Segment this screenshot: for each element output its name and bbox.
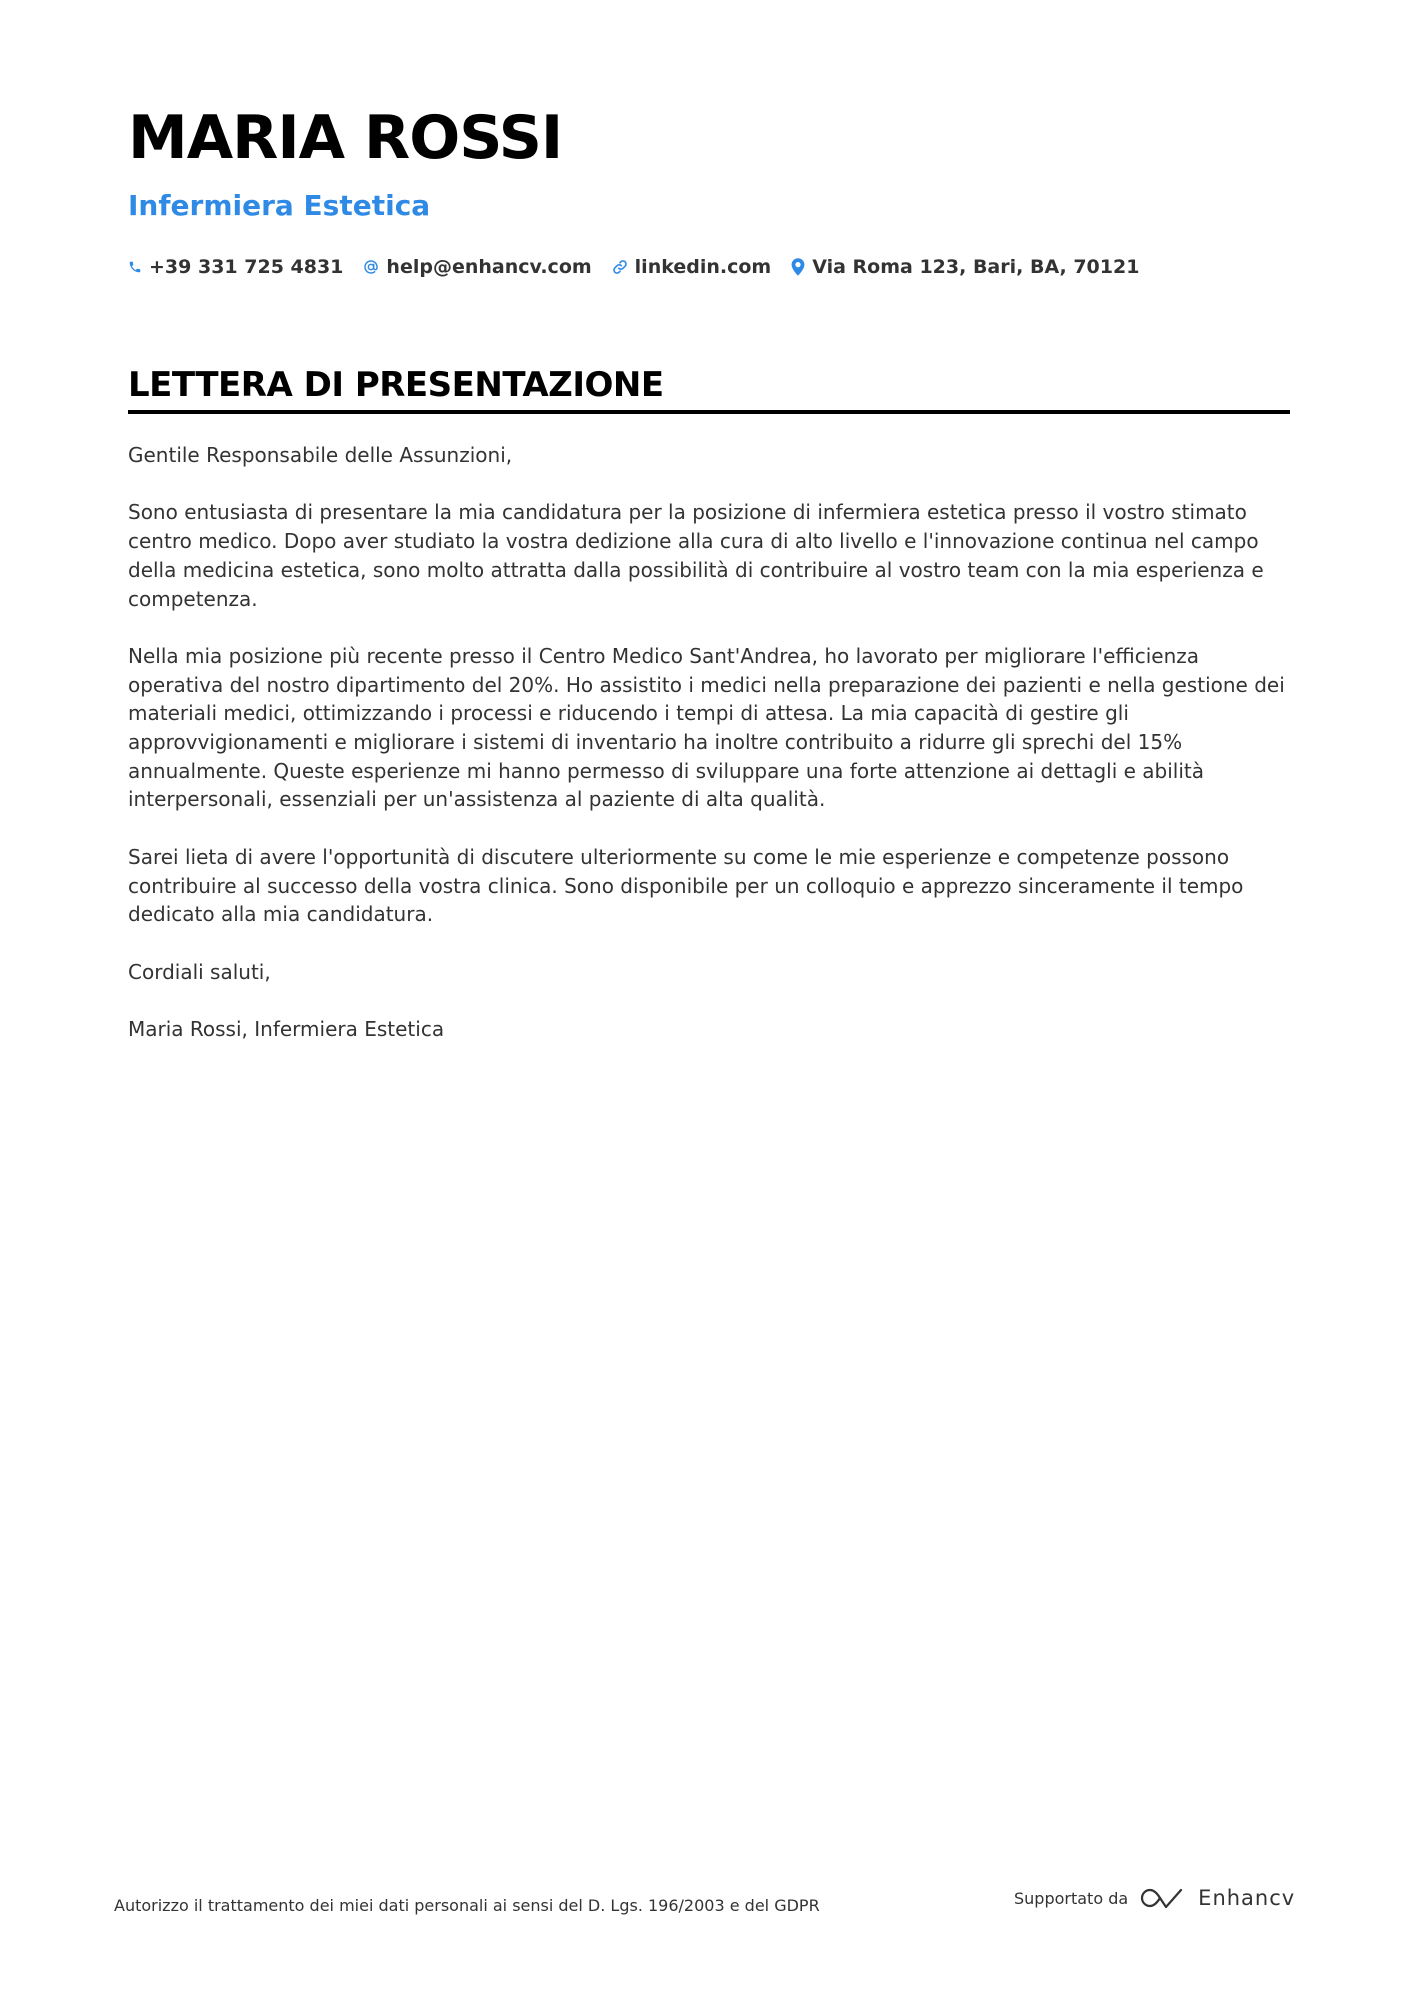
at-icon [363,259,379,275]
letter-paragraph-2: Nella mia posizione più recente presso il Centro Medico Sant'Andrea, ho lavorato per migliorare l'efficienza operativa del nostro dipartimento del 20%. Ho assistito i medici nella preparazione dei pazienti e nella gestione dei materiali medici, ottimizzando i processi e riducendo i tempi di attesa. La mia capacità di gestire gli approvvigionamenti e migliorare i sistemi di inventario ha inoltre contribuito a ridurre gli sprechi del 15% annualmente. Queste esperienze mi hanno permesso di sviluppare una forte attenzione ai dettagli e abilità interpersonali, essenziali per un'assistenza al paziente di alta qualità. [128,643,1285,812]
letter-closing: Cordiali saluti, [128,959,271,984]
enhancv-logo [1140,1886,1295,1910]
contact-phone[interactable] [128,256,343,278]
section-divider [128,410,1290,414]
address: Via Roma 123, Bari, BA, 70121 [812,256,1140,278]
contact-address [791,256,1139,278]
section-title: LETTERA DI PRESENTAZIONE [128,365,664,405]
letter-signature: Maria Rossi, Infermiera Estetica [128,1016,445,1041]
location-pin-icon [791,258,805,276]
contact-linkedin[interactable] [612,256,772,278]
candidate-name: MARIA ROSSI [128,103,563,173]
contact-email[interactable] [363,256,591,278]
link-icon [612,259,628,275]
contact-bar [128,256,1159,278]
letter-paragraph-1: Sono entusiasta di presentare la mia candidatura per la posizione di infermiera estetica presso il vostro stimato centro medico. Dopo aver studiato la vostra dedizione alla cura di alto livello e l'innovazione continua nel campo della medicina estetica, sono molto attratta dalla possibilità di contribuire al vostro team con la mia esperienza e competenza. [128,500,1264,611]
brand-footer[interactable] [1014,1886,1295,1910]
job-title: Infermiera Estetica [128,189,431,222]
phone-icon [128,260,142,274]
letter-paragraph-3: Sarei lieta di avere l'opportunità di discutere ulteriormente su come le mie esperienze e competenze possono contribuire al successo della vostra clinica. Sono disponibile per un colloquio e apprezzo sinceramente il tempo dedicato alla mia candidatura. [128,844,1244,927]
letter-body [128,441,1293,1072]
letter-greeting: Gentile Responsabile delle Assunzioni, [128,443,513,467]
supported-by-label: Supportato da [1014,1888,1129,1908]
brand-name: Enhancv [1198,1886,1296,1910]
linkedin-link: linkedin.com [634,256,772,278]
phone-number: +39 331 725 4831 [149,256,344,278]
email-address: help@enhancv.com [386,256,592,278]
enhancv-logo-icon [1140,1886,1186,1910]
privacy-consent: Autorizzo il trattamento dei miei dati personali ai sensi del D. Lgs. 196/2003 e del GDPR [114,1896,820,1915]
